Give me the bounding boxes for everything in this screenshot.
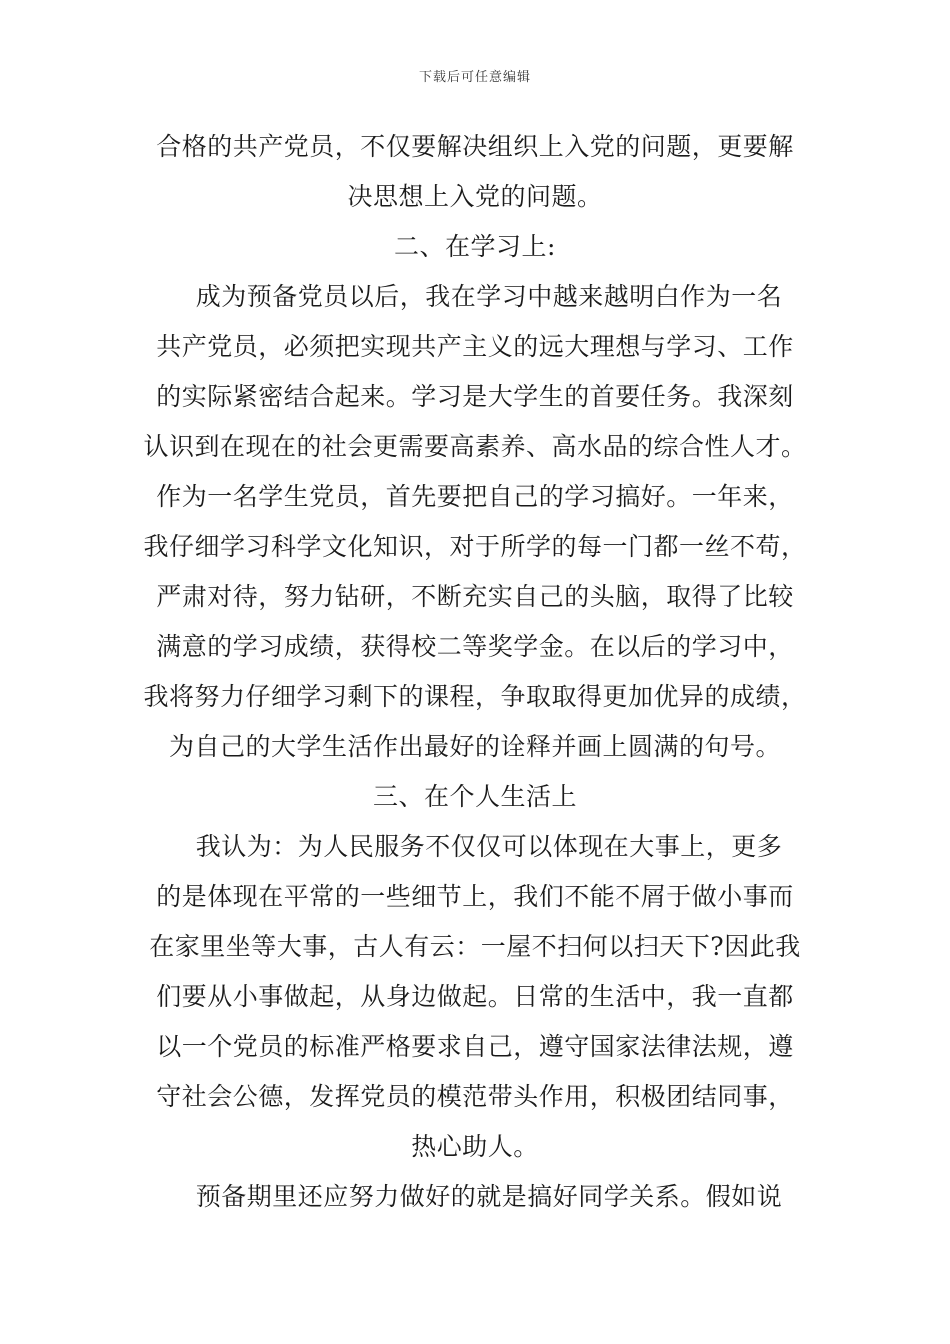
body-line: 我将努力仔细学习剩下的课程，争取取得更加优异的成绩， [143,682,807,711]
section-heading: 二、在学习上: [394,232,556,261]
body-line: 我仔细学习科学文化知识，对于所学的每一门都一丝不苟， [143,532,807,561]
body-line: 们要从小事做起，从身边做起。日常的生活中，我一直都 [156,982,794,1011]
body-line: 的是体现在平常的一些细节上，我们不能不屑于做小事而 [156,882,794,911]
body-line: 满意的学习成绩，获得校二等奖学金。在以后的学习中， [156,632,794,661]
body-line: 决思想上入党的问题。 [347,182,603,211]
body-line: 为自己的大学生活作出最好的诠释并画上圆满的句号。 [168,732,781,761]
body-line: 作为一名学生党员，首先要把自己的学习搞好。一年来， [156,482,794,511]
document-body [0,122,950,1222]
body-line: 以一个党员的标准严格要求自己，遵守国家法律法规，遵 [156,1032,794,1061]
body-line: 在家里坐等大事，古人有云：一屋不扫何以扫天下?因此我 [149,932,801,961]
body-line: 预备期里还应努力做好的就是搞好同学关系。假如说 [195,1182,783,1211]
body-line: 我认为：为人民服务不仅仅可以体现在大事上，更多 [195,832,783,861]
section-heading: 三、在个人生活上 [372,782,577,811]
body-line: 的实际紧密结合起来。学习是大学生的首要任务。我深刻 [156,382,794,411]
page-header-note: 下载后可任意编辑 [418,70,531,85]
body-line: 认识到在现在的社会更需要高素养、高水品的综合性人才。 [143,432,807,461]
body-line: 严肃对待，努力钻研，不断充实自己的头脑，取得了比较 [156,582,794,611]
body-line: 共产党员，必须把实现共产主义的远大理想与学习、工作 [156,332,794,361]
body-line: 合格的共产党员，不仅要解决组织上入党的问题，更要解 [156,132,794,161]
body-line: 守社会公德，发挥党员的模范带头作用，积极团结同事， [156,1082,794,1111]
body-line: 热心助人。 [411,1132,539,1161]
body-line: 成为预备党员以后，我在学习中越来越明白作为一名 [195,282,783,311]
